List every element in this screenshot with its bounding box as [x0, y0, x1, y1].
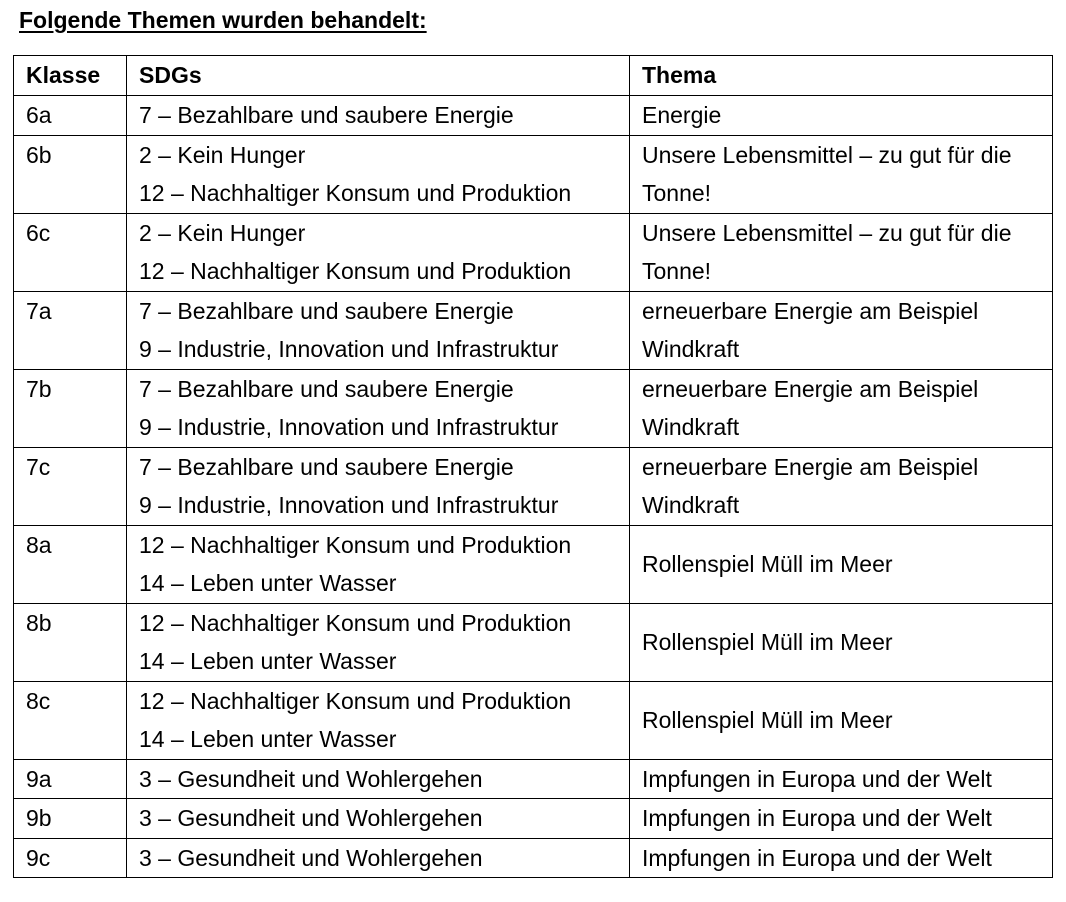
thema-line: Rollenspiel Müll im Meer: [642, 628, 893, 655]
cell-sdgs: [127, 135, 630, 213]
cell-sdgs: [127, 603, 630, 681]
table-row: [14, 525, 1053, 603]
cell-thema: [630, 369, 1053, 447]
sdg-line: 7 – Bezahlbare und saubere Energie: [139, 453, 514, 480]
cell-thema: [630, 759, 1053, 799]
table-row: [14, 447, 1053, 525]
sdg-line: 12 – Nachhaltiger Konsum und Produktion: [139, 687, 572, 714]
cell-klasse: 7b: [14, 369, 127, 447]
thema-line: Rollenspiel Müll im Meer: [642, 550, 893, 577]
sdg-line: 14 – Leben unter Wasser: [139, 648, 397, 674]
cell-thema: [630, 96, 1053, 136]
cell-klasse: 8a: [14, 525, 127, 603]
cell-thema: [630, 291, 1053, 369]
sdg-line: 3 – Gesundheit und Wohlergehen: [139, 844, 483, 871]
thema-line: erneuerbare Energie am Beispiel: [642, 453, 979, 480]
cell-klasse: 7c: [14, 447, 127, 525]
thema-line: erneuerbare Energie am Beispiel: [642, 297, 979, 324]
table-row: [14, 369, 1053, 447]
cell-thema: [630, 681, 1053, 759]
cell-sdgs: [127, 213, 630, 291]
sdg-line: 2 – Kein Hunger: [139, 141, 306, 168]
cell-sdgs: [127, 759, 630, 799]
cell-sdgs: [127, 681, 630, 759]
header-sdgs: SDGs: [127, 56, 630, 96]
table-body: [14, 96, 1053, 878]
cell-klasse: 6a: [14, 96, 127, 136]
sdg-line: 12 – Nachhaltiger Konsum und Produktion: [139, 258, 572, 284]
cell-thema: [630, 525, 1053, 603]
cell-thema: [630, 213, 1053, 291]
cell-sdgs: [127, 369, 630, 447]
cell-sdgs: [127, 838, 630, 878]
sdg-line: 7 – Bezahlbare und saubere Energie: [139, 102, 514, 128]
table-row: [14, 799, 1053, 839]
cell-sdgs: [127, 799, 630, 839]
cell-klasse: 9c: [14, 838, 127, 878]
sdg-line: 9 – Industrie, Innovation und Infrastruktur: [139, 414, 559, 440]
sdg-line: 9 – Industrie, Innovation und Infrastruktur: [139, 336, 559, 362]
cell-thema: [630, 447, 1053, 525]
table-header: [14, 56, 1053, 96]
table-row: [14, 291, 1053, 369]
cell-klasse: 7a: [14, 291, 127, 369]
thema-line: Unsere Lebensmittel – zu gut für die: [642, 219, 1012, 246]
cell-thema: [630, 135, 1053, 213]
sdg-line: 7 – Bezahlbare und saubere Energie: [139, 375, 514, 402]
sdg-line: 12 – Nachhaltiger Konsum und Produktion: [139, 609, 572, 636]
sdg-line: 12 – Nachhaltiger Konsum und Produktion: [139, 180, 572, 206]
cell-klasse: 8b: [14, 603, 127, 681]
cell-sdgs: [127, 291, 630, 369]
thema-line: Tonne!: [642, 180, 712, 206]
table-row: [14, 603, 1053, 681]
sdg-line: 9 – Industrie, Innovation und Infrastruktur: [139, 492, 559, 518]
thema-line: Impfungen in Europa und der Welt: [642, 765, 992, 792]
cell-klasse: 6b: [14, 135, 127, 213]
table-row: [14, 213, 1053, 291]
cell-klasse: 6c: [14, 213, 127, 291]
cell-klasse: 9b: [14, 799, 127, 839]
header-klasse: Klasse: [14, 56, 127, 96]
sdg-line: 14 – Leben unter Wasser: [139, 726, 397, 752]
thema-line: Impfungen in Europa und der Welt: [642, 805, 992, 831]
cell-sdgs: [127, 525, 630, 603]
thema-line: Impfungen in Europa und der Welt: [642, 844, 992, 871]
cell-klasse: 9a: [14, 759, 127, 799]
cell-sdgs: [127, 96, 630, 136]
thema-line: Rollenspiel Müll im Meer: [642, 706, 893, 733]
table-row: [14, 838, 1053, 878]
cell-thema: [630, 799, 1053, 839]
cell-sdgs: [127, 447, 630, 525]
cell-thema: [630, 838, 1053, 878]
table-row: [14, 681, 1053, 759]
header-row: [14, 56, 1053, 96]
sdg-line: 3 – Gesundheit und Wohlergehen: [139, 765, 483, 792]
topics-table: [13, 55, 1053, 878]
cell-thema: [630, 603, 1053, 681]
table-row: [14, 96, 1053, 136]
sdg-line: 7 – Bezahlbare und saubere Energie: [139, 297, 514, 324]
table-row: [14, 759, 1053, 799]
thema-line: Energie: [642, 102, 722, 128]
sdg-line: 2 – Kein Hunger: [139, 219, 306, 246]
sdg-line: 3 – Gesundheit und Wohlergehen: [139, 805, 483, 831]
thema-line: Windkraft: [642, 492, 740, 518]
table-row: [14, 135, 1053, 213]
sdg-line: 12 – Nachhaltiger Konsum und Produktion: [139, 531, 572, 558]
thema-line: Unsere Lebensmittel – zu gut für die: [642, 141, 1012, 168]
thema-line: erneuerbare Energie am Beispiel: [642, 375, 979, 402]
thema-line: Windkraft: [642, 336, 740, 362]
thema-line: Tonne!: [642, 258, 712, 284]
cell-klasse: 8c: [14, 681, 127, 759]
thema-line: Windkraft: [642, 414, 740, 440]
sdg-line: 14 – Leben unter Wasser: [139, 570, 397, 596]
header-thema: Thema: [630, 56, 1053, 96]
page-heading: Folgende Themen wurden behandelt:: [19, 7, 427, 33]
